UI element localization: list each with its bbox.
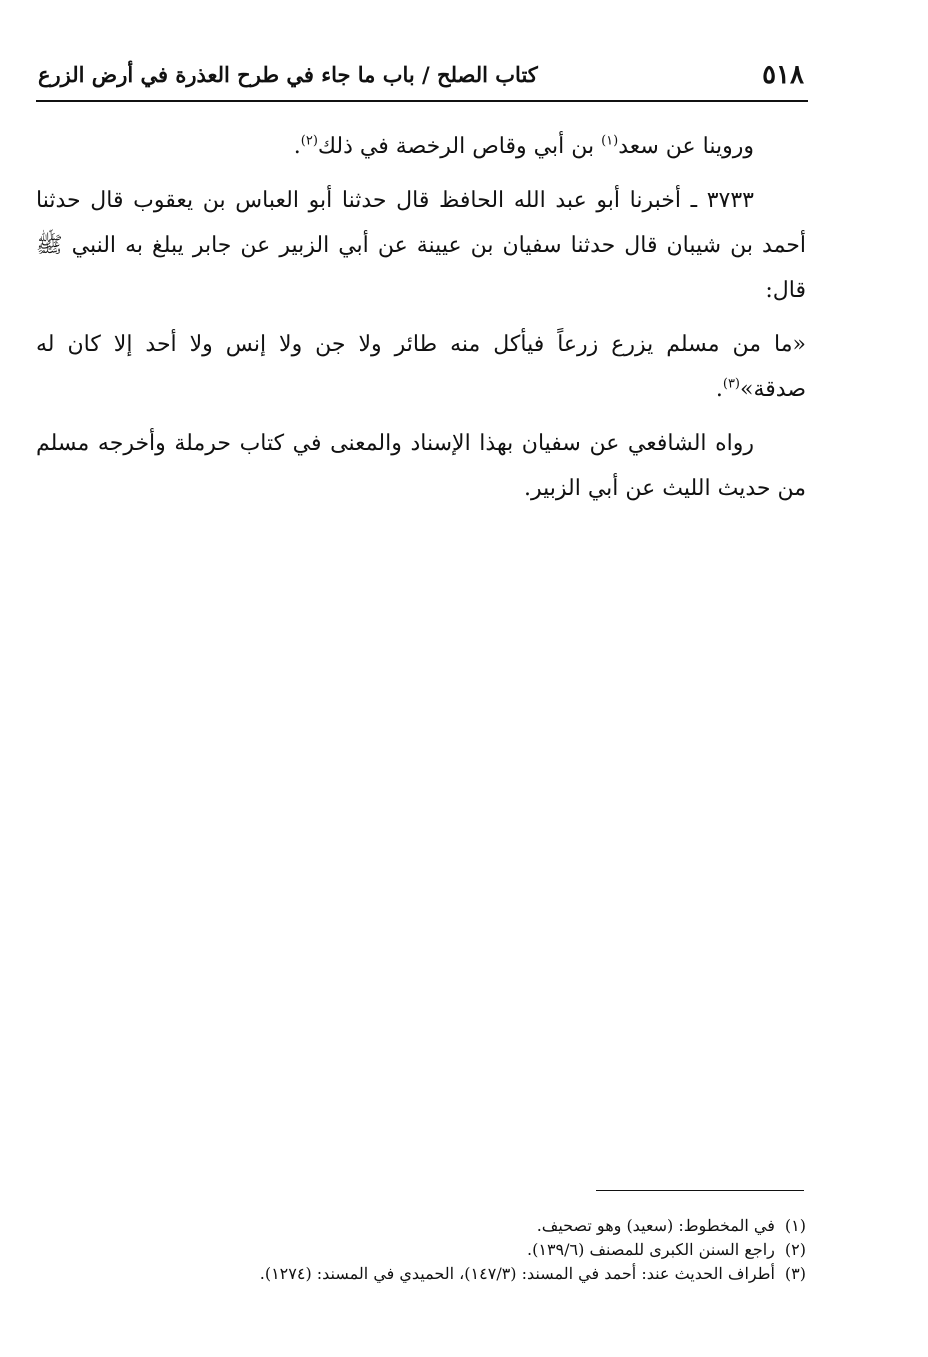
footnote-item [36, 1214, 806, 1238]
paragraph-commentary [36, 421, 806, 511]
paragraph-text: . [293, 134, 301, 159]
paragraph-text: بن أبي وقاص الرخصة في ذلك [317, 134, 602, 159]
footnote-number: (٣) [784, 1264, 806, 1283]
footnote-ref: (١) [601, 133, 619, 149]
footnote-text: أطراف الحديث عند: أحمد في المسند: (١٤٧/٣)، الحميدي في المسند: (١٢٧٤). [259, 1264, 775, 1283]
footnote-number: (١) [784, 1216, 806, 1235]
paragraph-text: وروينا عن سعد [618, 134, 754, 159]
paragraph-text: «ما من مسلم يزرع زرعاً فيأكل منه طائر ولا جن ولا إنس ولا أحد إلا كان له صدقة» [36, 332, 806, 402]
footnote-text: في المخطوط: (سعيد) وهو تصحيف. [536, 1216, 775, 1235]
footnote-ref: (٢) [300, 133, 318, 149]
main-text [36, 124, 806, 520]
footnote-item [36, 1262, 806, 1286]
footnotes [36, 1214, 806, 1286]
footnote-divider [596, 1190, 804, 1191]
footnote-text: راجع السنن الكبرى للمصنف (١٣٩/٦). [527, 1240, 775, 1259]
footnote-number: (٢) [784, 1240, 806, 1259]
paragraph-hadith-chain [36, 178, 806, 313]
paragraph-narration [36, 124, 806, 169]
header-divider [36, 100, 808, 102]
page-number: ٥١٨ [762, 60, 804, 90]
paragraph-hadith-text [36, 322, 806, 412]
running-title: كتاب الصلح / باب ما جاء في طرح العذرة في أرض الزرع [38, 62, 538, 87]
paragraph-text: ٣٧٣٣ ـ أخبرنا أبو عبد الله الحافظ قال حدثنا أبو العباس بن يعقوب قال حدثنا أحمد بن شيبان قال حدثنا سفيان بن عيينة عن أبي الزبير عن جابر يبلغ به النبي ﷺ قال: [36, 188, 806, 303]
paragraph-text: . [715, 377, 723, 402]
paragraph-text: رواه الشافعي عن سفيان بهذا الإسناد والمعنى في كتاب حرملة وأخرجه مسلم من حديث الليث عن أبي الزبير. [36, 431, 806, 501]
page-header [36, 56, 808, 96]
footnote-ref: (٣) [722, 376, 740, 392]
footnote-item [36, 1238, 806, 1262]
